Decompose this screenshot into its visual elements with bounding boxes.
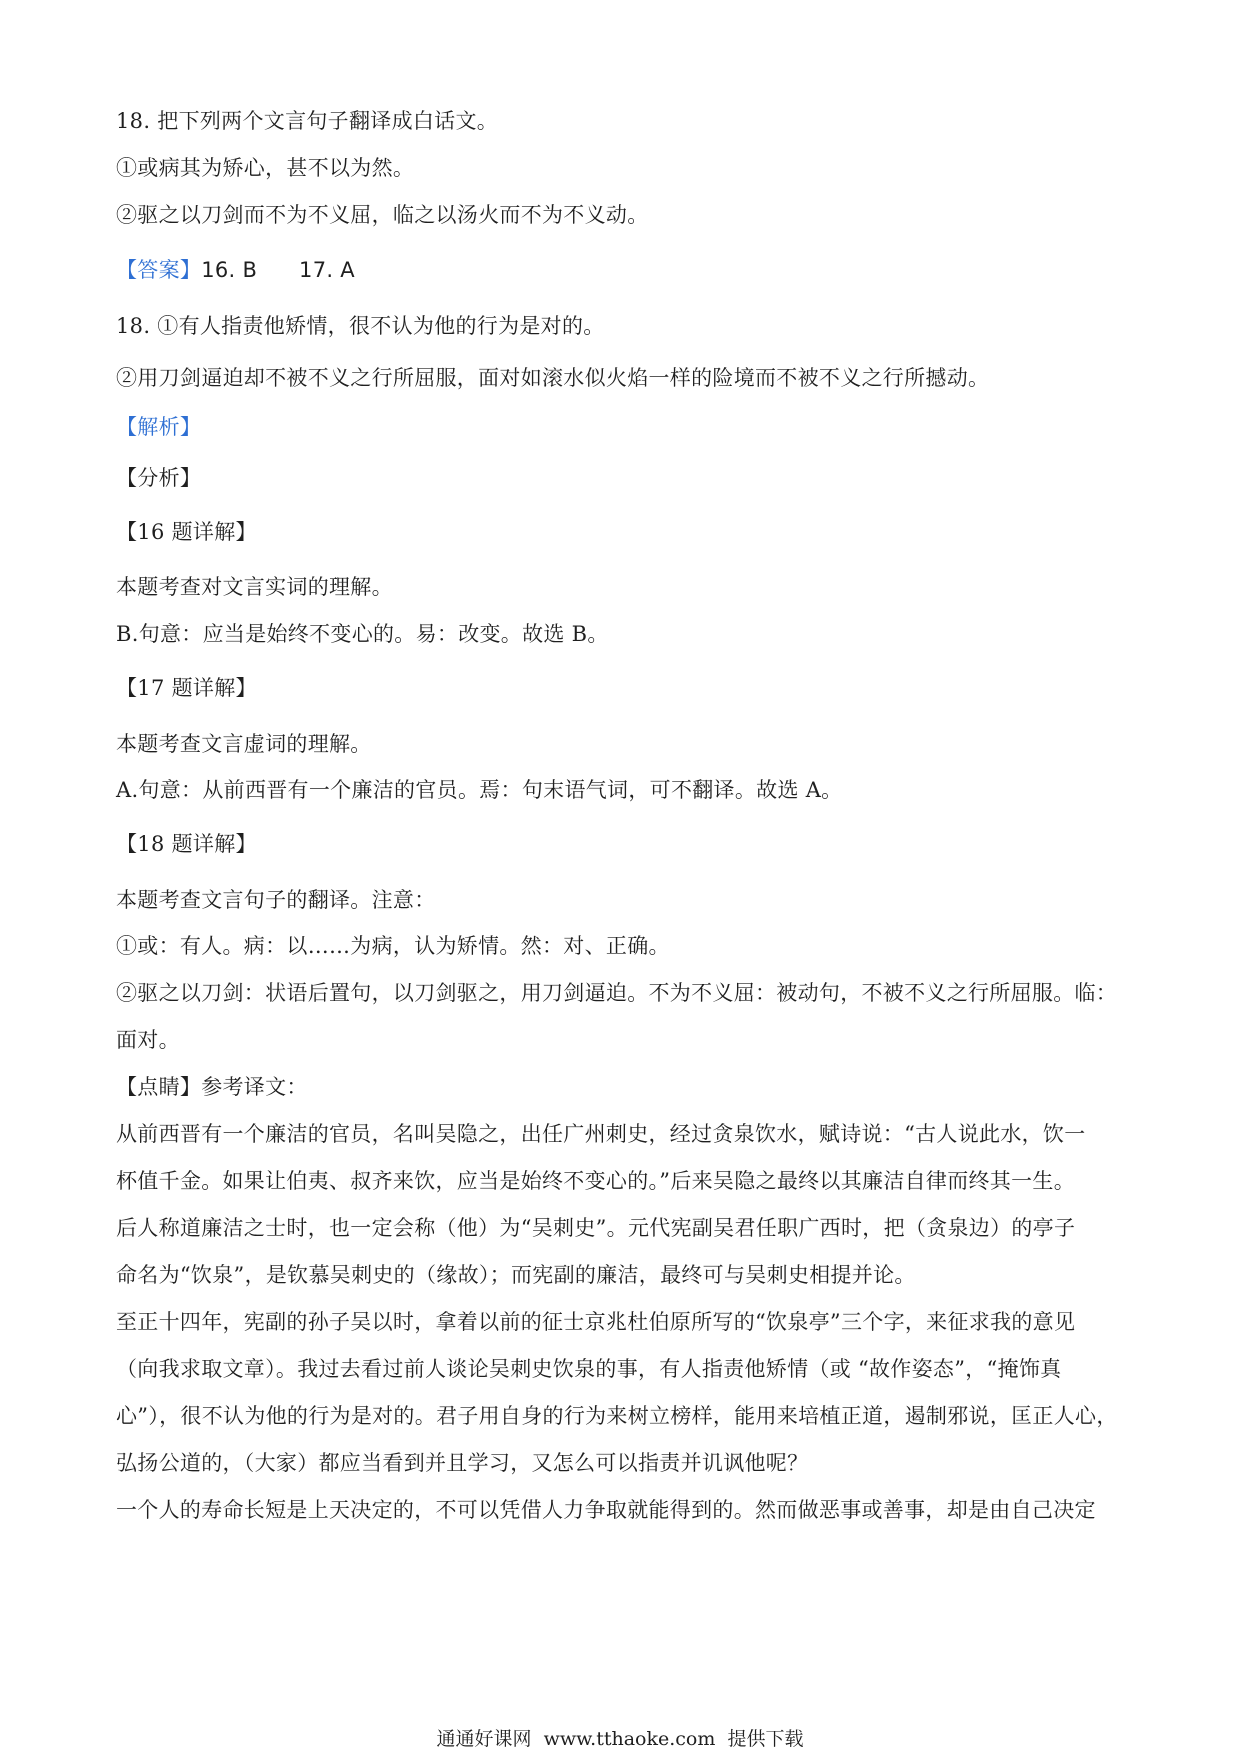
translation-line-5: 至正十四年，宪副的孙子吴以时，拿着以前的征士京兆杜伯原所写的“饮泉亭”三个字，来征求我的意见 <box>116 1310 1076 1334</box>
detail-18-title: 【18 题详解】 <box>116 832 257 856</box>
translation-line-4: 命名为“饮泉”，是钦慕吴刺史的（缘故）；而宪副的廉洁，最终可与吴刺史相提并论。 <box>116 1263 916 1287</box>
answer-line <box>116 255 1126 285</box>
question-18-sentence-2: ②驱之以刀剑而不为不义屈，临之以汤火而不为不义动。 <box>116 203 649 227</box>
detail-18-line-1: 本题考查文言句子的翻译。注意： <box>116 888 436 912</box>
detail-16-title: 【16 题详解】 <box>116 520 257 544</box>
question-18-sentence-1: ①或病其为矫心，甚不以为然。 <box>116 156 415 180</box>
detail-18-line-4: 面对。 <box>116 1028 180 1052</box>
translation-line-3: 后人称道廉洁之士时，也一定会称（他）为“吴刺史”。元代宪副吴君任职广西时，把（贪泉边）的亭子 <box>116 1216 1076 1240</box>
footer-source: 通通好课网 www.tthaoke.com 提供下载 <box>436 1728 804 1750</box>
detail-17-line-1: 本题考查文言虚词的理解。 <box>116 732 372 756</box>
detail-16-line-1: 本题考查对文言实词的理解。 <box>116 575 393 599</box>
detail-17-line-2: A.句意：从前西晋有一个廉洁的官员。焉：句末语气词，可不翻译。故选 A。 <box>116 778 843 802</box>
dianjing-title: 【点睛】参考译文： <box>116 1075 308 1099</box>
translation-line-6: （向我求取文章）。我过去看过前人谈论吴刺史饮泉的事，有人指责他矫情（或 “故作姿态”，“掩饰真 <box>116 1357 1062 1381</box>
answer-16-17: 16. B 17. A <box>201 258 355 282</box>
detail-17-title: 【17 题详解】 <box>116 676 257 700</box>
translation-line-8: 弘扬公道的，（大家）都应当看到并且学习，又怎么可以指责并讥讽他呢？ <box>116 1451 809 1475</box>
translation-line-2: 杯值千金。如果让伯夷、叔齐来饮，应当是始终不变心的。”后来吴隐之最终以其廉洁自律而终其一生。 <box>116 1169 1076 1193</box>
question-18-prompt: 18. 把下列两个文言句子翻译成白话文。 <box>116 109 499 133</box>
analysis-label: 【解析】 <box>116 415 202 439</box>
translation-line-9: 一个人的寿命长短是上天决定的，不可以凭借人力争取就能得到的。然而做恶事或善事，却是由自己决定 <box>116 1498 1096 1522</box>
translation-line-1: 从前西晋有一个廉洁的官员，名叫吴隐之，出任广州刺史，经过贪泉饮水，赋诗说：“古人说此水，饮一 <box>116 1122 1086 1146</box>
answer-label: 【答案】 <box>116 258 202 282</box>
detail-18-line-3: ②驱之以刀剑：状语后置句，以刀剑驱之，用刀剑逼迫。不为不义屈：被动句，不被不义之行所屈服。临： <box>116 981 1118 1005</box>
answer-18-1: 18. ①有人指责他矫情，很不认为他的行为是对的。 <box>116 314 605 338</box>
detail-18-line-2: ①或：有人。病：以……为病，认为矫情。然：对、正确。 <box>116 934 670 958</box>
translation-line-7: 心”），很不认为他的行为是对的。君子用自身的行为来树立榜样，能用来培植正道，遏制邪说，匡正人心， <box>116 1404 1118 1428</box>
analysis-heading: 【分析】 <box>116 466 202 490</box>
answer-18-2: ②用刀剑逼迫却不被不义之行所屈服，面对如滚水似火焰一样的险境而不被不义之行所撼动。 <box>116 366 990 390</box>
detail-16-line-2: B.句意：应当是始终不变心的。易：改变。故选 B。 <box>116 622 609 646</box>
